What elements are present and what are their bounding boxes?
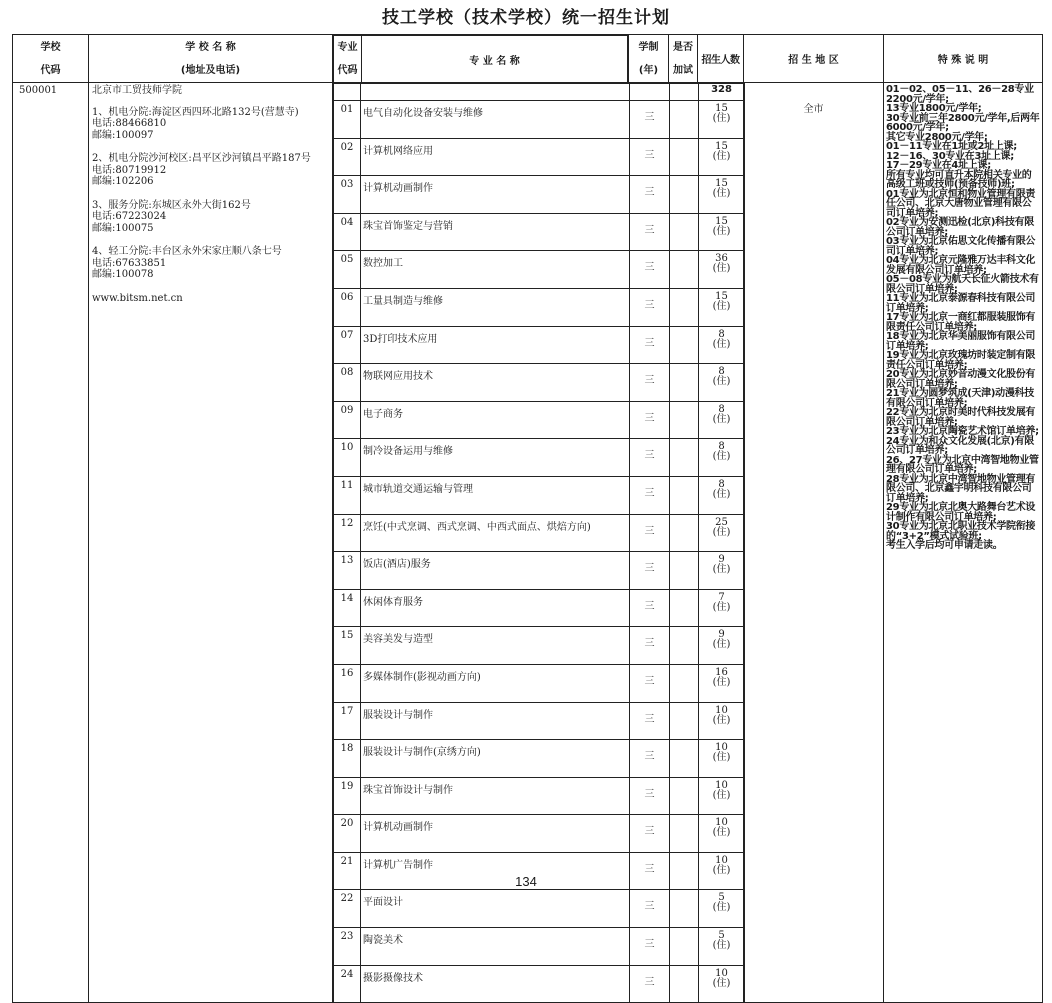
major-row	[334, 928, 745, 966]
enroll-region: 全市	[744, 83, 884, 1003]
major-extra-test	[670, 552, 699, 590]
major-row	[334, 589, 745, 627]
major-extra-test	[670, 401, 699, 439]
major-count	[699, 627, 745, 665]
major-name: 陶瓷美术	[361, 928, 630, 966]
major-count	[699, 364, 745, 402]
major-name: 烹饪(中式烹调、西式烹调、中西式面点、烘焙方向)	[361, 514, 630, 552]
major-duration: 三	[630, 326, 670, 364]
major-name: 数控加工	[361, 251, 630, 289]
major-count-value: 8	[718, 366, 725, 378]
branch-title: 4、轻工分院:丰台区永外宋家庄顺八条七号	[92, 246, 282, 257]
major-name: 平面设计	[361, 890, 630, 928]
major-count-value: 10	[715, 854, 728, 866]
major-code: 09	[334, 401, 361, 439]
major-count-note: (住)	[712, 338, 731, 350]
school-branch	[92, 246, 329, 281]
major-count-value: 25	[715, 516, 728, 528]
note-line: 26、27专业为北京中湾智地物业管理有限公司订单培养;	[886, 454, 1039, 475]
major-count	[699, 589, 745, 627]
note-line: 考生入学后均可申请走读。	[886, 540, 1003, 551]
major-count-value: 15	[715, 215, 728, 227]
school-branch	[92, 107, 329, 142]
major-count	[699, 890, 745, 928]
major-count	[699, 476, 745, 514]
school-name: 北京市工贸技师学院	[92, 85, 182, 96]
major-extra-test	[670, 777, 699, 815]
major-extra-test	[670, 514, 699, 552]
special-notes	[884, 83, 1043, 1003]
major-count-note: (住)	[712, 526, 731, 538]
major-code: 03	[334, 176, 361, 214]
major-name: 工量具制造与维修	[361, 288, 630, 326]
major-name: 电气自动化设备安装与维修	[361, 101, 630, 139]
major-duration: 三	[630, 664, 670, 702]
major-extra-test	[670, 928, 699, 966]
table-header-row	[13, 35, 1043, 83]
header-region: 招 生 地 区	[744, 35, 884, 83]
major-count-note: (住)	[712, 977, 731, 989]
major-duration: 三	[630, 401, 670, 439]
header-notes: 特 殊 说 明	[884, 35, 1043, 83]
major-count-value: 9	[718, 629, 725, 641]
note-line: 30专业前三年2800元/学年,后两年6000元/学年;	[886, 112, 1040, 133]
note-line: 11专业为北京泰源春科技有限公司订单培养;	[886, 293, 1036, 314]
major-count-value: 10	[715, 704, 728, 716]
major-count	[699, 176, 745, 214]
major-code: 15	[334, 627, 361, 665]
major-row	[334, 326, 745, 364]
major-row	[334, 101, 745, 139]
major-row	[334, 251, 745, 289]
header-school-name: 学 校 名 称 (地址及电话)	[89, 35, 333, 83]
note-line: 01－02、05－11、26－28专业2200元/学年;	[886, 84, 1034, 105]
major-row	[334, 777, 745, 815]
major-code: 01	[334, 101, 361, 139]
major-count-note: (住)	[712, 376, 731, 388]
major-extra-test	[670, 101, 699, 139]
major-duration: 三	[630, 176, 670, 214]
major-code: 02	[334, 138, 361, 176]
major-count	[699, 514, 745, 552]
major-count-note: (住)	[712, 601, 731, 613]
major-count-note: (住)	[712, 188, 731, 200]
header-extra-test: 是否 加试	[669, 35, 698, 83]
major-count-note: (住)	[712, 639, 731, 651]
school-branches	[92, 107, 329, 281]
note-line: 17专业为北京一商红都服装服饰有限责任公司订单培养;	[886, 312, 1036, 333]
major-count-value: 9	[718, 554, 725, 566]
page-title: 技工学校（技术学校）统一招生计划	[382, 8, 670, 28]
major-extra-test	[670, 251, 699, 289]
major-count-value: 10	[715, 779, 728, 791]
major-count-value: 8	[718, 441, 725, 453]
major-name: 休闲体育服务	[361, 589, 630, 627]
major-count-note: (住)	[712, 827, 731, 839]
majors-list	[333, 83, 745, 1002]
note-line: 17－29专业在4址上课;	[886, 160, 991, 171]
major-count	[699, 213, 745, 251]
major-count-value: 15	[715, 140, 728, 152]
major-row	[334, 552, 745, 590]
major-row	[334, 401, 745, 439]
page-number: 134	[515, 874, 537, 889]
major-count-note: (住)	[712, 263, 731, 275]
major-count-value: 15	[715, 290, 728, 302]
major-name: 计算机动画制作	[361, 176, 630, 214]
major-code: 24	[334, 965, 361, 1002]
major-code: 14	[334, 589, 361, 627]
major-count-note: (住)	[712, 676, 731, 688]
school-website: www.bitsm.net.cn	[92, 292, 183, 304]
major-duration: 三	[630, 740, 670, 778]
note-line: 20专业为北京妙音动漫文化股份有限公司订单培养;	[886, 369, 1036, 390]
major-count-note: (住)	[712, 714, 731, 726]
major-row	[334, 138, 745, 176]
major-duration: 三	[630, 552, 670, 590]
major-extra-test	[670, 589, 699, 627]
major-count	[699, 326, 745, 364]
note-line: 05－08专业为航天长征火箭技术有限公司订单培养;	[886, 274, 1039, 295]
major-count	[699, 401, 745, 439]
major-count-note: (住)	[712, 752, 731, 764]
major-extra-test	[670, 213, 699, 251]
header-major-name: 专 业 名 称	[362, 36, 628, 83]
enrollment-plan-table	[12, 34, 1043, 1003]
major-duration: 三	[630, 965, 670, 1002]
major-count-value: 10	[715, 742, 728, 754]
header-school-code: 学校 代码	[13, 35, 89, 83]
branch-phone: 电话:88466810	[92, 118, 167, 129]
major-count-value: 8	[718, 478, 725, 490]
major-name: 电子商务	[361, 401, 630, 439]
major-code: 23	[334, 928, 361, 966]
major-count	[699, 777, 745, 815]
major-duration: 三	[630, 890, 670, 928]
major-count-value: 5	[718, 930, 725, 942]
major-row	[334, 740, 745, 778]
major-code: 13	[334, 552, 361, 590]
major-count	[699, 439, 745, 477]
major-row	[334, 965, 745, 1002]
school-info	[89, 83, 333, 1003]
major-count	[699, 552, 745, 590]
major-count-value: 8	[718, 403, 725, 415]
major-extra-test	[670, 815, 699, 853]
major-extra-test	[670, 627, 699, 665]
header-major-code: 专业 代码	[334, 36, 362, 83]
major-duration: 三	[630, 702, 670, 740]
branch-zip: 邮编:100078	[92, 269, 154, 280]
major-row	[334, 439, 745, 477]
major-row	[334, 476, 745, 514]
major-code: 04	[334, 213, 361, 251]
major-count	[699, 928, 745, 966]
major-row	[334, 514, 745, 552]
major-code: 06	[334, 288, 361, 326]
major-name: 珠宝首饰鉴定与营销	[361, 213, 630, 251]
major-duration: 三	[630, 364, 670, 402]
major-count-note: (住)	[712, 488, 731, 500]
branch-title: 3、服务分院:东城区永外大街162号	[92, 199, 251, 211]
major-count-value: 7	[718, 591, 725, 603]
note-line: 03专业为北京佑思文化传播有限公司订单培养;	[886, 236, 1036, 257]
major-row	[334, 364, 745, 402]
major-duration: 三	[630, 213, 670, 251]
major-code: 05	[334, 251, 361, 289]
note-line: 其它专业2800元/学年;	[886, 131, 988, 143]
majors-block	[333, 83, 744, 1003]
major-count	[699, 740, 745, 778]
major-count-note: (住)	[712, 300, 731, 312]
note-line: 19专业为北京玫瑰坊时装定制有限责任公司订单培养;	[886, 350, 1036, 371]
major-name: 制冷设备运用与维修	[361, 439, 630, 477]
major-duration: 三	[630, 476, 670, 514]
major-code: 16	[334, 664, 361, 702]
major-name: 服装设计与制作(京绣方向)	[361, 740, 630, 778]
branch-zip: 邮编:100075	[92, 222, 154, 234]
major-row	[334, 890, 745, 928]
major-extra-test	[670, 326, 699, 364]
major-count-note: (住)	[712, 225, 731, 237]
major-count-value: 36	[715, 253, 728, 265]
total-row	[334, 84, 745, 101]
major-count-note: (住)	[712, 413, 731, 425]
major-extra-test	[670, 890, 699, 928]
major-row	[334, 627, 745, 665]
major-extra-test	[670, 138, 699, 176]
major-name: 计算机动画制作	[361, 815, 630, 853]
major-extra-test	[670, 664, 699, 702]
major-count-note: (住)	[712, 789, 731, 801]
major-count-note: (住)	[712, 902, 731, 914]
major-code: 18	[334, 740, 361, 778]
major-code: 17	[334, 702, 361, 740]
major-count	[699, 288, 745, 326]
major-name: 多媒体制作(影视动画方向)	[361, 664, 630, 702]
major-count-value: 10	[715, 817, 728, 829]
major-count-note: (住)	[712, 564, 731, 576]
school-branch	[92, 153, 329, 188]
major-code: 20	[334, 815, 361, 853]
branch-zip: 邮编:102206	[92, 176, 154, 187]
major-extra-test	[670, 702, 699, 740]
major-count-value: 15	[715, 103, 728, 114]
major-count-note: (住)	[712, 150, 731, 162]
total-count: 328	[699, 84, 745, 101]
note-line: 13专业1800元/学年;	[886, 103, 982, 114]
header-enroll-count: 招生人数	[698, 35, 744, 83]
note-line: 21专业为圆梦筑成(天津)动漫科技有限公司订单培养;	[886, 388, 1034, 409]
major-name: 饭店(酒店)服务	[361, 552, 630, 590]
note-line: 02专业为安测迅检(北京)科技有限公司订单培养;	[886, 217, 1034, 238]
major-extra-test	[670, 288, 699, 326]
major-row	[334, 664, 745, 702]
school-branch	[92, 200, 329, 235]
major-extra-test	[670, 439, 699, 477]
major-duration: 三	[630, 251, 670, 289]
major-duration: 三	[630, 852, 670, 890]
major-name: 3D打印技术应用	[361, 326, 630, 364]
note-line: 所有专业均可直升本院相关专业的高级工班或技师(预备技师)班;	[886, 169, 1032, 190]
major-count	[699, 101, 745, 139]
major-row	[334, 176, 745, 214]
note-line: 01－11专业在1址或2址上课;	[886, 141, 1017, 152]
major-extra-test	[670, 476, 699, 514]
major-duration: 三	[630, 288, 670, 326]
major-name: 服装设计与制作	[361, 702, 630, 740]
major-duration: 三	[630, 589, 670, 627]
major-duration: 三	[630, 928, 670, 966]
branch-title: 1、机电分院:海淀区西四环北路132号(营慧寺)	[92, 106, 299, 118]
branch-zip: 邮编:100097	[92, 129, 154, 141]
major-count	[699, 138, 745, 176]
major-count-value: 16	[715, 666, 728, 678]
note-line: 12－16、30专业在3址上课;	[886, 150, 1014, 162]
major-name: 物联网应用技术	[361, 364, 630, 402]
major-extra-test	[670, 965, 699, 1002]
major-code: 10	[334, 439, 361, 477]
major-code: 12	[334, 514, 361, 552]
major-row	[334, 213, 745, 251]
school-code: 500001	[13, 83, 89, 1003]
school-row	[13, 83, 1043, 1003]
major-code: 07	[334, 326, 361, 364]
major-count	[699, 702, 745, 740]
major-count-note: (住)	[712, 864, 731, 876]
major-count-note: (住)	[712, 113, 731, 124]
major-duration: 三	[630, 777, 670, 815]
major-count-value: 10	[715, 967, 728, 979]
major-code: 19	[334, 777, 361, 815]
major-row	[334, 815, 745, 853]
major-name: 城市轨道交通运输与管理	[361, 476, 630, 514]
major-count-note: (住)	[712, 451, 731, 463]
major-count	[699, 251, 745, 289]
major-code: 08	[334, 364, 361, 402]
major-row	[334, 288, 745, 326]
major-row	[334, 702, 745, 740]
major-code: 11	[334, 476, 361, 514]
major-name: 计算机网络应用	[361, 138, 630, 176]
major-name: 摄影摄像技术	[361, 965, 630, 1002]
major-count-value: 8	[718, 328, 725, 340]
major-code: 21	[334, 852, 361, 890]
note-line: 29专业为北京北奥大路舞台艺术设计制作有限公司订单培养;	[886, 502, 1036, 523]
note-line: 30专业为北京北职业技术学院衔接的“3+2”模式试验班;	[886, 521, 1036, 542]
branch-phone: 电话:67633851	[92, 257, 167, 269]
major-count-value: 15	[715, 178, 728, 190]
major-duration: 三	[630, 514, 670, 552]
major-duration: 三	[630, 101, 670, 139]
major-count-note: (住)	[712, 940, 731, 952]
header-major	[333, 35, 629, 83]
major-count-value: 5	[718, 892, 725, 904]
major-name: 美容美发与造型	[361, 627, 630, 665]
major-duration: 三	[630, 439, 670, 477]
note-line: 24专业为和众文化发展(北京)有限公司订单培养;	[886, 435, 1034, 456]
note-line: 18专业为北京华美丽服饰有限公司订单培养;	[886, 331, 1036, 352]
major-name: 计算机广告制作	[361, 852, 630, 890]
major-count	[699, 965, 745, 1002]
note-line: 01专业为北京恒和物业管理有限责任公司、北京大唐物业管理有限公司订单培养;	[886, 188, 1036, 219]
major-count	[699, 815, 745, 853]
major-extra-test	[670, 364, 699, 402]
major-extra-test	[670, 740, 699, 778]
branch-phone: 电话:80719912	[92, 164, 167, 176]
major-duration: 三	[630, 815, 670, 853]
note-line: 23专业为北京陶瓷艺术馆订单培养;	[886, 426, 1039, 437]
branch-title: 2、机电分院沙河校区:昌平区沙河镇昌平路187号	[92, 153, 311, 164]
branch-phone: 电话:67223024	[92, 211, 167, 222]
major-extra-test	[670, 176, 699, 214]
note-line: 04专业为北京元隆雅万达丰科文化发展有限公司订单培养;	[886, 255, 1036, 276]
note-line: 28专业为北京中湾智地物业管理有限公司、北京鑫宇明科技有限公司订单培养;	[886, 473, 1036, 504]
major-count	[699, 664, 745, 702]
major-name: 珠宝首饰设计与制作	[361, 777, 630, 815]
major-duration: 三	[630, 627, 670, 665]
note-line: 22专业为北京时美时代科技发展有限公司订单培养;	[886, 407, 1036, 428]
major-duration: 三	[630, 138, 670, 176]
header-duration: 学制 (年)	[629, 35, 669, 83]
major-code: 22	[334, 890, 361, 928]
